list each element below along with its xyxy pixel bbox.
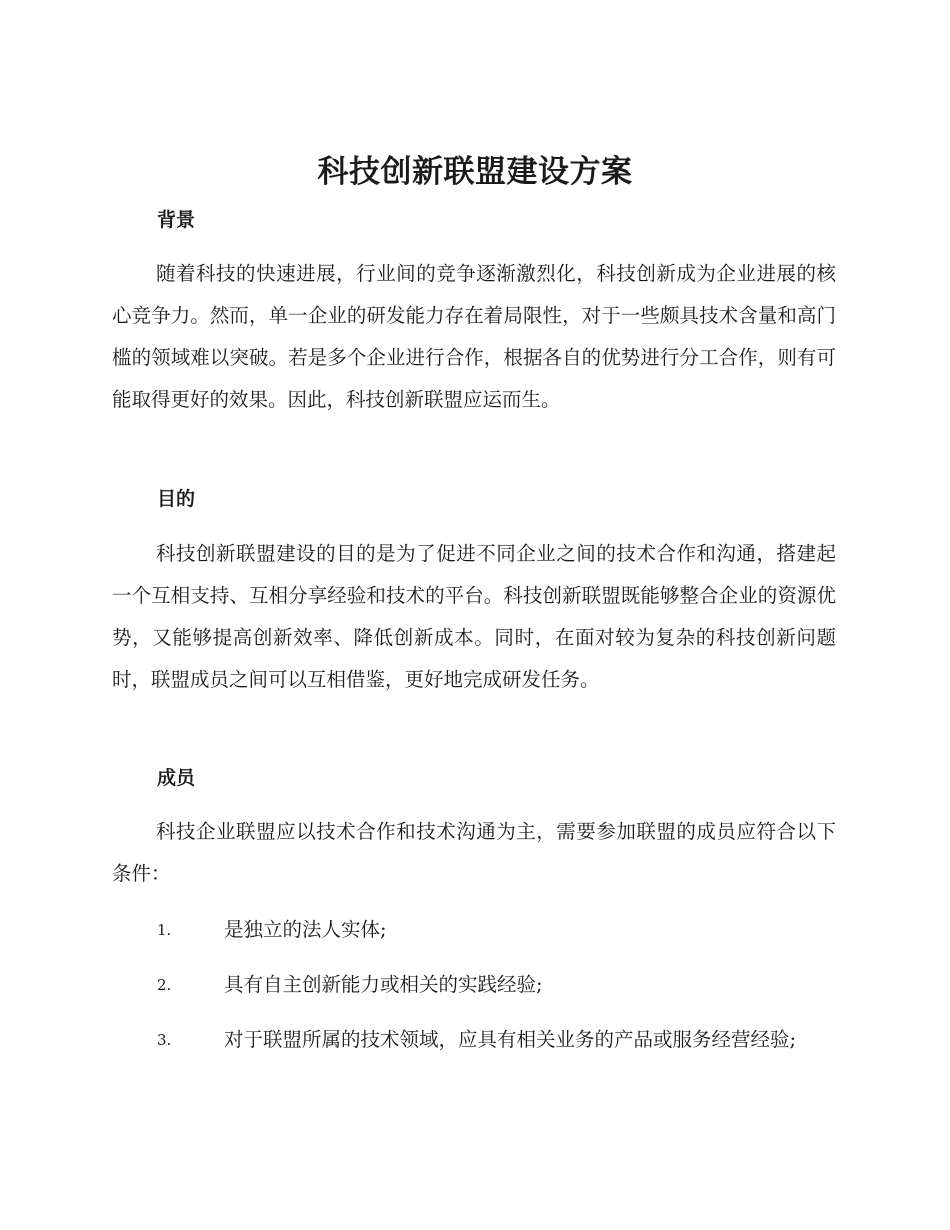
list-item bbox=[112, 964, 836, 1006]
list-item bbox=[112, 909, 836, 951]
list-item bbox=[112, 1019, 836, 1061]
list-item-number: 2. bbox=[157, 976, 172, 994]
list-item-number: 3. bbox=[157, 1031, 172, 1049]
section-paragraph-background: 随着科技的快速进展，行业间的竞争逐渐激烈化，科技创新成为企业进展的核心竞争力。然而，单一企业的研发能力存在着局限性，对于一些颇具技术含量和高门槛的领域难以突破。若是多个企业进行合作，根据各自的优势进行分工合作，则有可能取得更好的效果。因此，科技创新联盟应运而生。 bbox=[112, 262, 836, 411]
list-item-text: 是独立的法人实体; bbox=[224, 918, 387, 941]
list-item-number: 1. bbox=[157, 921, 172, 939]
section-heading-members: 成员 bbox=[157, 767, 196, 789]
section-heading-background: 背景 bbox=[157, 209, 196, 231]
section-heading-purpose: 目的 bbox=[157, 488, 196, 510]
list-item-text: 具有自主创新能力或相关的实践经验; bbox=[224, 973, 543, 996]
section-paragraph-purpose: 科技创新联盟建设的目的是为了促进不同企业之间的技术合作和沟通，搭建起一个互相支持、互相分享经验和技术的平台。科技创新联盟既能够整合企业的资源优势，又能够提高创新效率、降低创新成本。同时，在面对较为复杂的科技创新问题时，联盟成员之间可以互相借鉴，更好地完成研发任务。 bbox=[112, 542, 836, 691]
list-item-text: 对于联盟所属的技术领域，应具有相关业务的产品或服务经营经验; bbox=[224, 1028, 797, 1051]
document-title: 科技创新联盟建设方案 bbox=[317, 154, 633, 190]
section-paragraph-members: 科技企业联盟应以技术合作和技术沟通为主，需要参加联盟的成员应符合以下条件： bbox=[112, 820, 836, 885]
